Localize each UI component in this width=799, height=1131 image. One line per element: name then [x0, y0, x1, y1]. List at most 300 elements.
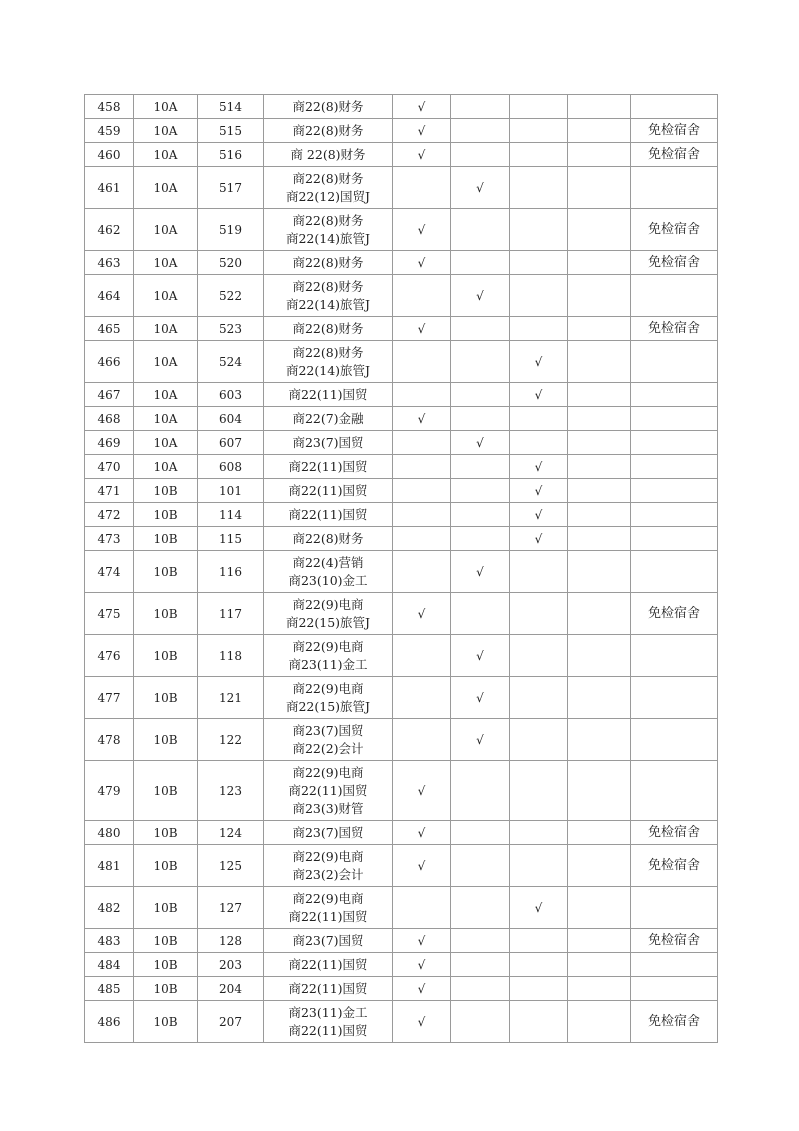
rating-cell-3: [510, 383, 568, 407]
class-cell: [264, 929, 393, 953]
check-mark: √: [534, 459, 543, 474]
table-row: [85, 119, 718, 143]
rating-cell-2: [451, 1001, 510, 1043]
rating-cell-1: [393, 251, 451, 275]
rating-cell-1: [393, 167, 451, 209]
remark-cell: [631, 167, 718, 209]
remark-cell: 免检宿舍: [631, 251, 718, 275]
building-cell: 10B: [134, 479, 198, 503]
check-mark: √: [417, 933, 426, 948]
rating-cell-3: [510, 551, 568, 593]
class-name: 商23(7)国贸: [292, 722, 364, 738]
rating-cell-2: [451, 929, 510, 953]
class-cell: [264, 503, 393, 527]
class-cell: [264, 95, 393, 119]
remark-cell: [631, 341, 718, 383]
class-cell: [264, 845, 393, 887]
rating-cell-2: [451, 383, 510, 407]
class-cell: [264, 455, 393, 479]
rating-cell-1: [393, 455, 451, 479]
table-row: [85, 929, 718, 953]
rating-cell-2: [451, 143, 510, 167]
rating-cell-3: [510, 95, 568, 119]
row-number-cell: 482: [85, 887, 134, 929]
class-name: 商22(11)国贸: [288, 458, 368, 474]
remark-cell: [631, 479, 718, 503]
rating-cell-4: [568, 929, 631, 953]
building-cell: 10A: [134, 167, 198, 209]
building-cell: 10A: [134, 251, 198, 275]
class-name: 商22(14)旅管J: [285, 362, 371, 378]
check-mark: √: [417, 981, 426, 996]
rating-cell-3: [510, 209, 568, 251]
rating-cell-1: [393, 431, 451, 455]
rating-cell-4: [568, 341, 631, 383]
rating-cell-2: [451, 845, 510, 887]
rating-cell-1: [393, 677, 451, 719]
room-number-cell: 123: [198, 761, 264, 821]
remark-cell: [631, 275, 718, 317]
room-number-cell: 515: [198, 119, 264, 143]
row-number-cell: 477: [85, 677, 134, 719]
rating-cell-1: [393, 209, 451, 251]
building-cell: 10B: [134, 551, 198, 593]
class-cell: [264, 119, 393, 143]
class-cell: [264, 143, 393, 167]
row-number-cell: 474: [85, 551, 134, 593]
row-number-cell: 465: [85, 317, 134, 341]
class-name: 商22(8)财务: [292, 254, 364, 270]
building-cell: 10A: [134, 383, 198, 407]
check-mark: √: [417, 222, 426, 237]
remark-cell: [631, 953, 718, 977]
building-cell: 10A: [134, 431, 198, 455]
rating-cell-1: [393, 479, 451, 503]
rating-cell-2: [451, 719, 510, 761]
building-cell: 10B: [134, 719, 198, 761]
building-cell: 10A: [134, 341, 198, 383]
class-name: 商23(7)国贸: [292, 932, 364, 948]
class-name: 商22(12)国贸J: [285, 188, 371, 204]
rating-cell-1: [393, 719, 451, 761]
remark-cell: [631, 719, 718, 761]
room-number-cell: 524: [198, 341, 264, 383]
rating-cell-2: [451, 407, 510, 431]
building-cell: 10A: [134, 143, 198, 167]
rating-cell-4: [568, 455, 631, 479]
room-number-cell: 523: [198, 317, 264, 341]
row-number-cell: 463: [85, 251, 134, 275]
rating-cell-4: [568, 551, 631, 593]
check-mark: √: [534, 531, 543, 546]
check-mark: √: [476, 732, 484, 747]
table-row: [85, 761, 718, 821]
rating-cell-3: [510, 761, 568, 821]
rating-cell-4: [568, 119, 631, 143]
class-cell: [264, 761, 393, 821]
room-number-cell: 124: [198, 821, 264, 845]
remark-cell: [631, 503, 718, 527]
room-number-cell: 101: [198, 479, 264, 503]
rating-cell-4: [568, 479, 631, 503]
class-name: 商23(7)国贸: [292, 434, 364, 450]
building-cell: 10B: [134, 677, 198, 719]
class-cell: [264, 551, 393, 593]
remark-cell: 免检宿舍: [631, 845, 718, 887]
class-name: 商22(9)电商: [292, 890, 364, 906]
row-number-cell: 481: [85, 845, 134, 887]
rating-cell-3: [510, 455, 568, 479]
rating-cell-2: [451, 677, 510, 719]
building-cell: 10A: [134, 317, 198, 341]
class-cell: [264, 167, 393, 209]
rating-cell-4: [568, 845, 631, 887]
class-name: 商22(15)旅管J: [285, 698, 371, 714]
class-name: 商22(8)财务: [292, 278, 364, 294]
table-row: [85, 503, 718, 527]
room-number-cell: 117: [198, 593, 264, 635]
building-cell: 10B: [134, 503, 198, 527]
check-mark: √: [417, 411, 426, 426]
check-mark: √: [476, 435, 484, 450]
remark-cell: [631, 431, 718, 455]
rating-cell-4: [568, 761, 631, 821]
table-row: [85, 593, 718, 635]
rating-cell-3: [510, 167, 568, 209]
class-name: 商22(8)财务: [292, 212, 364, 228]
class-cell: [264, 677, 393, 719]
rating-cell-2: [451, 887, 510, 929]
table-row: [85, 251, 718, 275]
rating-cell-1: [393, 821, 451, 845]
rating-cell-2: [451, 341, 510, 383]
class-name: 商22(8)财务: [292, 170, 364, 186]
class-name: 商23(7)国贸: [292, 824, 364, 840]
class-cell: [264, 407, 393, 431]
rating-cell-1: [393, 407, 451, 431]
rating-cell-2: [451, 119, 510, 143]
rating-cell-1: [393, 1001, 451, 1043]
rating-cell-1: [393, 635, 451, 677]
room-number-cell: 125: [198, 845, 264, 887]
rating-cell-2: [451, 167, 510, 209]
table-row: [85, 677, 718, 719]
remark-cell: 免检宿舍: [631, 209, 718, 251]
building-cell: 10A: [134, 119, 198, 143]
rating-cell-1: [393, 527, 451, 551]
remark-cell: [631, 383, 718, 407]
table-row: [85, 341, 718, 383]
rating-cell-3: [510, 317, 568, 341]
building-cell: 10A: [134, 455, 198, 479]
class-name: 商22(4)营销: [292, 554, 364, 570]
remark-cell: [631, 95, 718, 119]
table-row: [85, 821, 718, 845]
class-name: 商22(14)旅管J: [285, 296, 371, 312]
rating-cell-3: [510, 821, 568, 845]
row-number-cell: 483: [85, 929, 134, 953]
class-cell: [264, 1001, 393, 1043]
class-name: 商23(10)金工: [288, 572, 368, 588]
row-number-cell: 470: [85, 455, 134, 479]
remark-cell: 免检宿舍: [631, 317, 718, 341]
class-cell: [264, 431, 393, 455]
rating-cell-4: [568, 95, 631, 119]
room-number-cell: 522: [198, 275, 264, 317]
rating-cell-2: [451, 503, 510, 527]
class-name: 商22(8)财务: [292, 344, 364, 360]
table-row: [85, 635, 718, 677]
room-number-cell: 516: [198, 143, 264, 167]
check-mark: √: [417, 123, 426, 138]
class-name: 商22(9)电商: [292, 848, 364, 864]
table-row: [85, 977, 718, 1001]
class-name: 商22(11)国贸: [288, 956, 368, 972]
building-cell: 10B: [134, 821, 198, 845]
class-name: 商22(2)会计: [292, 740, 364, 756]
class-cell: [264, 593, 393, 635]
rating-cell-3: [510, 593, 568, 635]
table-row: [85, 527, 718, 551]
check-mark: √: [534, 900, 543, 915]
class-name: 商22(8)财务: [292, 122, 364, 138]
room-number-cell: 514: [198, 95, 264, 119]
remark-cell: [631, 551, 718, 593]
table-row: [85, 719, 718, 761]
room-number-cell: 204: [198, 977, 264, 1001]
building-cell: 10A: [134, 407, 198, 431]
rating-cell-3: [510, 479, 568, 503]
class-cell: [264, 977, 393, 1001]
building-cell: 10B: [134, 527, 198, 551]
class-name: 商22(11)国贸: [288, 506, 368, 522]
remark-cell: 免检宿舍: [631, 821, 718, 845]
rating-cell-1: [393, 887, 451, 929]
check-mark: √: [417, 147, 426, 162]
check-mark: √: [417, 783, 426, 798]
table-row: [85, 1001, 718, 1043]
rating-cell-4: [568, 167, 631, 209]
room-number-cell: 203: [198, 953, 264, 977]
class-cell: [264, 527, 393, 551]
check-mark: √: [476, 648, 484, 663]
rating-cell-2: [451, 479, 510, 503]
building-cell: 10B: [134, 929, 198, 953]
room-number-cell: 517: [198, 167, 264, 209]
rating-cell-3: [510, 251, 568, 275]
rating-cell-2: [451, 635, 510, 677]
row-number-cell: 458: [85, 95, 134, 119]
check-mark: √: [417, 858, 426, 873]
class-name: 商22(7)金融: [292, 410, 364, 426]
class-cell: [264, 383, 393, 407]
check-mark: √: [476, 180, 484, 195]
rating-cell-2: [451, 821, 510, 845]
class-name: 商22(11)国贸: [288, 482, 368, 498]
rating-cell-2: [451, 593, 510, 635]
class-name: 商22(11)国贸: [288, 908, 368, 924]
room-number-cell: 116: [198, 551, 264, 593]
building-cell: 10B: [134, 635, 198, 677]
rating-cell-1: [393, 119, 451, 143]
row-number-cell: 461: [85, 167, 134, 209]
rating-cell-4: [568, 317, 631, 341]
table-row: [85, 209, 718, 251]
rating-cell-1: [393, 341, 451, 383]
row-number-cell: 475: [85, 593, 134, 635]
row-number-cell: 476: [85, 635, 134, 677]
rating-cell-3: [510, 887, 568, 929]
rating-cell-3: [510, 119, 568, 143]
row-number-cell: 467: [85, 383, 134, 407]
room-number-cell: 603: [198, 383, 264, 407]
row-number-cell: 464: [85, 275, 134, 317]
remark-cell: [631, 761, 718, 821]
building-cell: 10B: [134, 887, 198, 929]
class-name: 商22(11)国贸: [288, 386, 368, 402]
table-row: [85, 887, 718, 929]
rating-cell-3: [510, 503, 568, 527]
check-mark: √: [534, 387, 543, 402]
room-number-cell: 128: [198, 929, 264, 953]
check-mark: √: [476, 564, 484, 579]
check-mark: √: [417, 606, 426, 621]
rating-cell-1: [393, 929, 451, 953]
class-name: 商22(9)电商: [292, 638, 364, 654]
rating-cell-4: [568, 407, 631, 431]
check-mark: √: [417, 99, 426, 114]
room-number-cell: 520: [198, 251, 264, 275]
table-row: [85, 455, 718, 479]
row-number-cell: 471: [85, 479, 134, 503]
class-name: 商22(11)国贸: [288, 1022, 368, 1038]
rating-cell-2: [451, 317, 510, 341]
rating-cell-4: [568, 677, 631, 719]
rating-cell-3: [510, 953, 568, 977]
row-number-cell: 466: [85, 341, 134, 383]
remark-cell: [631, 527, 718, 551]
class-name: 商23(3)财管: [292, 800, 364, 816]
check-mark: √: [417, 825, 426, 840]
row-number-cell: 486: [85, 1001, 134, 1043]
rating-cell-2: [451, 977, 510, 1001]
class-cell: [264, 635, 393, 677]
rating-cell-2: [451, 953, 510, 977]
class-name: 商22(8)财务: [292, 320, 364, 336]
rating-cell-4: [568, 503, 631, 527]
class-cell: [264, 251, 393, 275]
row-number-cell: 485: [85, 977, 134, 1001]
room-number-cell: 519: [198, 209, 264, 251]
class-cell: [264, 341, 393, 383]
room-number-cell: 207: [198, 1001, 264, 1043]
rating-cell-4: [568, 953, 631, 977]
rating-cell-3: [510, 1001, 568, 1043]
rating-cell-1: [393, 95, 451, 119]
class-cell: [264, 275, 393, 317]
rating-cell-2: [451, 431, 510, 455]
row-number-cell: 480: [85, 821, 134, 845]
class-cell: [264, 317, 393, 341]
rating-cell-3: [510, 635, 568, 677]
rating-cell-4: [568, 143, 631, 167]
building-cell: 10A: [134, 95, 198, 119]
rating-cell-4: [568, 209, 631, 251]
rating-cell-3: [510, 719, 568, 761]
rating-cell-1: [393, 761, 451, 821]
rating-cell-3: [510, 977, 568, 1001]
room-number-cell: 127: [198, 887, 264, 929]
class-name: 商22(9)电商: [292, 596, 364, 612]
row-number-cell: 460: [85, 143, 134, 167]
table-row: [85, 845, 718, 887]
rating-cell-2: [451, 551, 510, 593]
table-row: [85, 143, 718, 167]
rating-cell-4: [568, 593, 631, 635]
building-cell: 10B: [134, 977, 198, 1001]
rating-cell-3: [510, 341, 568, 383]
rating-cell-4: [568, 821, 631, 845]
remark-cell: [631, 677, 718, 719]
rating-cell-3: [510, 677, 568, 719]
room-number-cell: 607: [198, 431, 264, 455]
table-row: [85, 95, 718, 119]
class-name: 商 22(8)财务: [290, 146, 366, 162]
remark-cell: [631, 635, 718, 677]
class-cell: [264, 209, 393, 251]
table-row: [85, 167, 718, 209]
check-mark: √: [476, 288, 484, 303]
rating-cell-1: [393, 143, 451, 167]
rating-cell-4: [568, 977, 631, 1001]
row-number-cell: 469: [85, 431, 134, 455]
class-name: 商22(11)国贸: [288, 782, 368, 798]
class-cell: [264, 821, 393, 845]
rating-cell-4: [568, 887, 631, 929]
rating-cell-4: [568, 719, 631, 761]
rating-cell-1: [393, 845, 451, 887]
rating-cell-1: [393, 317, 451, 341]
rating-cell-3: [510, 407, 568, 431]
rating-cell-2: [451, 95, 510, 119]
class-cell: [264, 953, 393, 977]
rating-cell-4: [568, 1001, 631, 1043]
row-number-cell: 472: [85, 503, 134, 527]
building-cell: 10B: [134, 1001, 198, 1043]
remark-cell: 免检宿舍: [631, 929, 718, 953]
row-number-cell: 462: [85, 209, 134, 251]
class-name: 商22(9)电商: [292, 680, 364, 696]
rating-cell-4: [568, 635, 631, 677]
table-row: [85, 383, 718, 407]
rating-cell-1: [393, 953, 451, 977]
check-mark: √: [417, 255, 426, 270]
room-number-cell: 114: [198, 503, 264, 527]
table-row: [85, 551, 718, 593]
rating-cell-2: [451, 455, 510, 479]
table-row: [85, 953, 718, 977]
row-number-cell: 484: [85, 953, 134, 977]
table-row: [85, 431, 718, 455]
rating-cell-1: [393, 977, 451, 1001]
rating-cell-4: [568, 383, 631, 407]
room-number-cell: 121: [198, 677, 264, 719]
row-number-cell: 459: [85, 119, 134, 143]
class-name: 商23(11)金工: [288, 656, 368, 672]
rating-cell-4: [568, 527, 631, 551]
check-mark: √: [417, 1014, 426, 1029]
rating-cell-4: [568, 251, 631, 275]
